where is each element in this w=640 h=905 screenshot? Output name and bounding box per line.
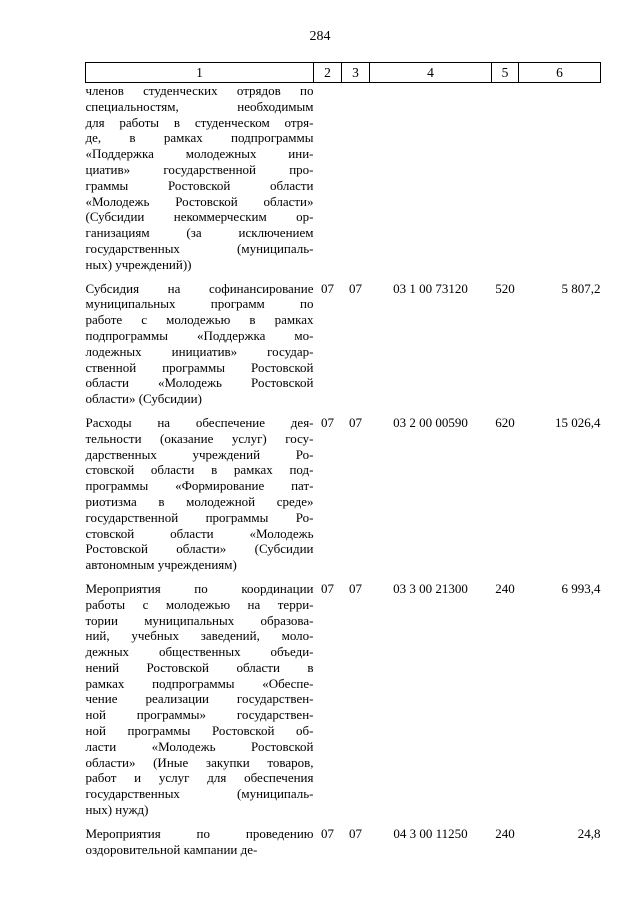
description-line: государственных (муниципаль- xyxy=(85,786,314,802)
column-header-1: 1 xyxy=(86,63,314,83)
description-line: автономным учреждениям) xyxy=(85,557,237,573)
subsection-code: 07 xyxy=(349,414,362,430)
description-line: тории муниципальных образова- xyxy=(85,612,314,628)
description-line: оздоровительной кампании де- xyxy=(85,841,258,857)
section-code xyxy=(314,83,342,281)
description-line: Ростовской области» (Субсидии xyxy=(85,541,314,557)
description-line: стовской области в рамках под- xyxy=(85,462,314,478)
expense-type-code xyxy=(492,83,519,281)
description-line: ласти «Молодежь Ростовской xyxy=(85,738,314,754)
description-line: подпрограммы «Поддержка мо- xyxy=(85,327,314,343)
description-line: ной программы» государствен- xyxy=(85,707,314,723)
column-header-6: 6 xyxy=(519,63,601,83)
amount: 6 993,4 xyxy=(561,580,601,596)
description-line: ний, учебных заведений, моло- xyxy=(85,628,314,644)
description-line: «Поддержка молодежных ини- xyxy=(85,146,314,162)
subsection-code: 07 xyxy=(349,825,362,841)
description-line: граммы Ростовской области xyxy=(85,177,314,193)
amount: 15 026,4 xyxy=(555,414,601,430)
description-line: для работы в студенческом отря- xyxy=(85,114,314,130)
description-line: нений Ростовской области в xyxy=(85,659,314,675)
amount: 5 807,2 xyxy=(561,280,601,296)
description-line: Мероприятия по координации xyxy=(85,580,314,596)
description-line: Мероприятия по проведению xyxy=(85,825,314,841)
expense-type-code: 620 xyxy=(495,414,515,430)
description-line: де, в рамках подпрограммы xyxy=(85,130,314,146)
description-line: чение реализации государствен- xyxy=(85,691,314,707)
description-line: ной программы Ростовской об- xyxy=(85,723,314,739)
row-description xyxy=(86,83,314,281)
description-line: ганизациям (за исключением xyxy=(85,225,314,241)
description-line: Расходы на обеспечение дея- xyxy=(85,414,314,430)
target-article-code: 03 2 00 00590 xyxy=(393,414,468,430)
expense-type-code: 240 xyxy=(495,580,515,596)
description-line: лодежных инициатив» государ- xyxy=(85,343,314,359)
description-line: области» (Субсидии) xyxy=(85,391,202,407)
expense-type-code: 520 xyxy=(495,280,515,296)
description-line: стовской области «Молодежь xyxy=(85,525,314,541)
target-article-code: 03 3 00 21300 xyxy=(393,580,468,596)
column-header-4: 4 xyxy=(370,63,492,83)
subsection-code: 07 xyxy=(349,580,362,596)
description-line: членов студенческих отрядов по xyxy=(85,83,314,98)
description-line: дарственных учреждений Ро- xyxy=(85,446,314,462)
section-code: 07 xyxy=(321,580,334,596)
description-line: работе с молодежью в рамках xyxy=(85,312,314,328)
description-line: ственной программы Ростовской xyxy=(85,359,314,375)
description-line: специальностям, необходимым xyxy=(85,98,314,114)
budget-table xyxy=(85,62,601,865)
description-line: тельности (оказание услуг) госу- xyxy=(85,430,314,446)
column-number-row xyxy=(86,63,601,83)
expense-type-code: 240 xyxy=(495,825,515,841)
table-row xyxy=(86,281,601,415)
row-description xyxy=(86,826,314,866)
description-line: государственных (муниципаль- xyxy=(85,240,314,256)
description-line: работы с молодежью на терри- xyxy=(85,596,314,612)
page-number: 284 xyxy=(309,29,331,44)
section-code: 07 xyxy=(321,414,334,430)
column-header-5: 5 xyxy=(492,63,519,83)
column-header-2: 2 xyxy=(314,63,342,83)
description-line: программы «Формирование пат- xyxy=(85,478,314,494)
description-line: ных) нужд) xyxy=(85,802,149,818)
amount: 24,8 xyxy=(577,825,601,841)
subsection-code xyxy=(342,83,370,281)
table-row xyxy=(86,83,601,281)
table-row xyxy=(86,581,601,826)
description-line: риотизма в молодежной среде» xyxy=(85,493,314,509)
description-line: ных) учреждений)) xyxy=(85,256,192,272)
target-article-code xyxy=(370,83,492,281)
row-description xyxy=(86,281,314,415)
description-line: рамках подпрограммы «Обеспе- xyxy=(85,675,314,691)
description-line: дежных общественных объеди- xyxy=(85,644,314,660)
target-article-code: 04 3 00 11250 xyxy=(393,825,468,841)
description-line: государственной программы Ро- xyxy=(85,509,314,525)
row-description xyxy=(86,415,314,581)
description-line: (Субсидии некоммерческим ор- xyxy=(85,209,314,225)
target-article-code: 03 1 00 73120 xyxy=(393,280,468,296)
description-line: муниципальных программ по xyxy=(85,296,314,312)
amount xyxy=(519,83,601,281)
section-code: 07 xyxy=(321,280,334,296)
subsection-code: 07 xyxy=(349,280,362,296)
description-line: циатив» государственной про- xyxy=(85,161,314,177)
description-line: области» (Иные закупки товаров, xyxy=(85,754,314,770)
description-line: «Молодежь Ростовской области» xyxy=(85,193,314,209)
row-description xyxy=(86,581,314,826)
section-code: 07 xyxy=(321,825,334,841)
table-row xyxy=(86,826,601,866)
description-line: работ и услуг для обеспечения xyxy=(85,770,314,786)
table-row xyxy=(86,415,601,581)
description-line: области «Молодежь Ростовской xyxy=(85,375,314,391)
column-header-3: 3 xyxy=(342,63,370,83)
description-line: Субсидия на софинансирование xyxy=(85,280,314,296)
